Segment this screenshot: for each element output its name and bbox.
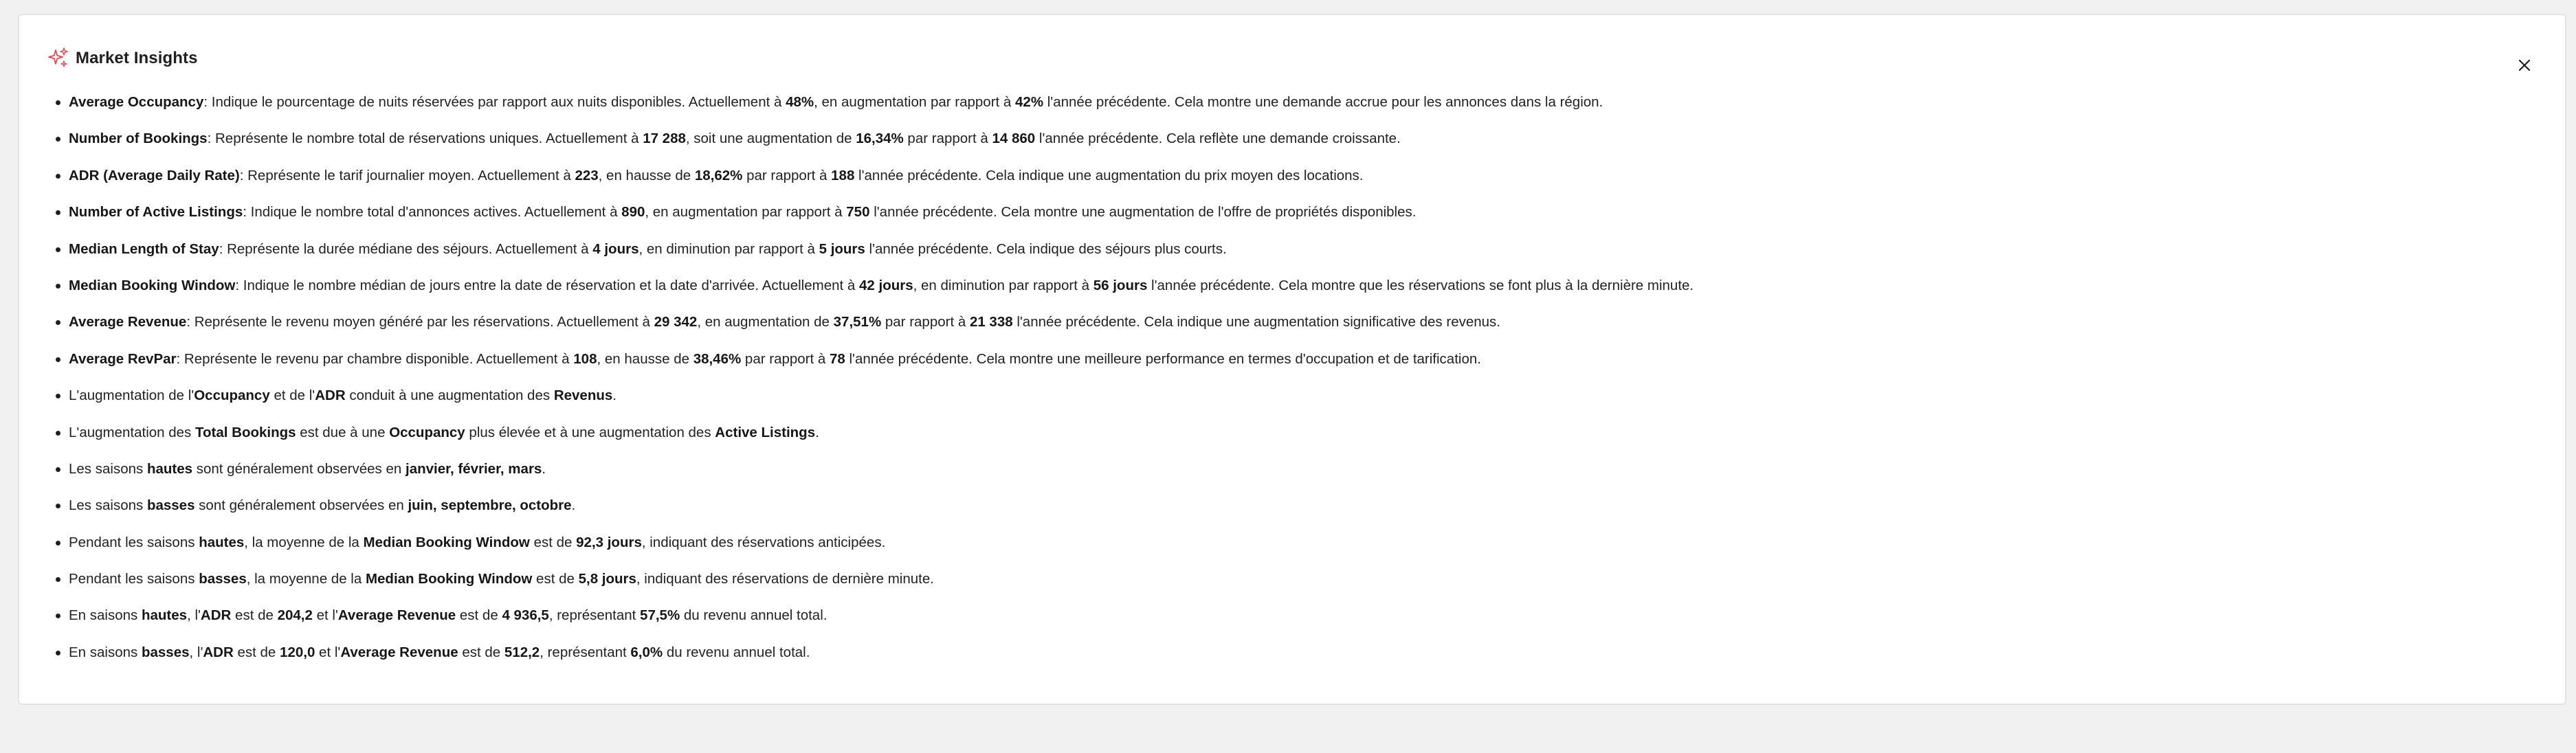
insight-text: par rapport à [881,314,970,330]
insight-highlight: ADR [315,387,346,404]
insight-highlight: Median Booking Window [69,277,236,293]
insight-text: , l' [189,644,203,660]
insight-text: . [571,497,576,514]
insight-highlight: 92,3 jours [576,534,642,550]
insight-text: par rapport à [903,131,992,147]
insight-highlight: 108 [573,350,597,367]
insight-highlight: Average Occupancy [69,94,204,110]
insight-text: , représentant [548,607,641,624]
insight-highlight: 6,0% [630,644,663,660]
insight-text: : Indique le nombre médian de jours entre la date de réservation et la date d'arrivée. Actuellement à [235,277,859,293]
insight-item [69,644,1694,680]
insight-highlight: hautes [199,534,245,550]
insight-text: En saisons [69,644,142,660]
insight-highlight: Average RevPar [69,350,177,367]
insight-text: l'année précédente. Cela montre que les réservations se font plus à la dernière minute. [1147,277,1694,293]
insight-highlight: Median Booking Window [365,571,533,587]
insight-highlight: Number of Bookings [69,131,208,147]
insight-highlight: 38,46% [693,350,742,367]
insight-item [69,167,1694,203]
insight-text: : Représente le tarif journalier moyen. Actuellement à [239,167,575,183]
insight-text: et l' [315,644,341,660]
insight-highlight: Number of Active Listings [69,204,243,221]
insight-highlight: Occupancy [389,424,465,440]
insight-text: , en augmentation par rapport à [814,94,1016,110]
insight-text: , en hausse de [597,350,693,367]
insight-text: et l' [312,607,338,624]
insight-item [69,130,1694,166]
insight-highlight: Average Revenue [340,644,458,660]
insight-text: l'année précédente. Cela indique une augmentation significative des revenus. [1012,314,1501,330]
insights-list [69,93,1694,680]
insight-text: , en diminution par rapport à [639,240,819,257]
insight-text: est de [529,534,577,550]
insight-highlight: 17 288 [643,131,686,147]
insight-highlight: Average Revenue [337,607,456,624]
insight-highlight: 48% [786,94,814,110]
insight-text: , la moyenne de la [246,571,366,587]
insight-highlight: 188 [831,167,855,183]
insight-item [69,93,1694,130]
insight-highlight: basses [141,644,190,660]
insight-text: l'année précédente. Cela indique une augmentation du prix moyen des locations. [854,167,1364,183]
insight-text: sont généralement observées en [195,497,408,514]
insight-text: Les saisons [69,497,147,514]
insight-text: , indiquant des réservations anticipées. [641,534,886,550]
insight-text: Pendant les saisons [69,534,199,550]
insight-highlight: Median Booking Window [363,534,530,550]
insight-highlight: 42 jours [859,277,913,293]
insight-highlight: 14 860 [992,131,1036,147]
insight-highlight: ADR (Average Daily Rate) [69,167,240,183]
insight-text: , soit une augmentation de [685,131,856,147]
insight-text: plus élevée et à une augmentation des [465,424,715,440]
insight-text: l'année précédente. Cela reflète une demande croissante. [1035,131,1401,147]
insight-highlight: Median Length of Stay [69,240,219,257]
insight-text: l'année précédente. Cela montre une meilleure performance en termes d'occupation et de tarification. [845,350,1481,367]
insight-text: Les saisons [69,460,147,477]
insight-item [69,350,1694,387]
insight-text: et de l' [269,387,315,404]
insight-text: l'année précédente. Cela indique des séjours plus courts. [865,240,1227,257]
insight-text: : Indique le nombre total d'annonces actives. Actuellement à [243,204,622,221]
insight-text: est de [231,607,278,624]
insight-text: L'augmentation des [69,424,195,440]
insight-text: , représentant [540,644,631,660]
panel-title: Market Insights [76,49,198,67]
market-insights-panel [18,14,2566,705]
insight-text: . [542,460,546,477]
insight-text: est de [456,607,502,624]
insight-highlight: hautes [146,460,193,477]
insight-item [69,240,1694,277]
insight-highlight: 5,8 jours [578,571,636,587]
insight-text: , la moyenne de la [244,534,364,550]
insight-highlight: 57,5% [640,607,680,624]
insight-item [69,497,1694,533]
insight-highlight: Active Listings [715,424,816,440]
insight-highlight: juin, septembre, octobre [408,497,572,514]
insight-text: sont généralement observées en [192,460,406,477]
insight-highlight: 4 jours [592,240,639,257]
insight-item [69,203,1694,240]
insight-text: En saisons [69,607,142,624]
insight-text: du revenu annuel total. [663,644,810,660]
insight-highlight: ADR [203,644,234,660]
insight-highlight: 42% [1015,94,1044,110]
insight-text: conduit à une augmentation des [345,387,554,404]
insight-text: par rapport à [742,167,832,183]
insight-text: : Représente la durée médiane des séjours. Actuellement à [219,240,593,257]
insight-item [69,460,1694,497]
insight-text: L'augmentation de l' [69,387,195,404]
insight-highlight: 16,34% [856,131,904,147]
insight-text: , en hausse de [598,167,695,183]
close-icon [2518,58,2531,72]
insight-highlight: Average Revenue [69,314,187,330]
insight-highlight: ADR [200,607,232,624]
insight-highlight: Occupancy [194,387,270,404]
insight-highlight: 890 [621,204,645,221]
insight-text: , indiquant des réservations de dernière minute. [636,571,934,587]
insight-item [69,534,1694,570]
insight-text: est de [458,644,504,660]
insight-text: . [815,424,819,440]
insight-text: : Représente le revenu par chambre disponible. Actuellement à [176,350,574,367]
close-button[interactable] [2509,49,2540,81]
insight-highlight: 223 [575,167,599,183]
insight-highlight: janvier, février, mars [406,460,542,477]
insight-text: est de [532,571,579,587]
insight-highlight: 37,51% [833,314,882,330]
insight-highlight: Total Bookings [195,424,296,440]
insight-item [69,607,1694,643]
insight-text: : Indique le pourcentage de nuits réservées par rapport aux nuits disponibles. Actuellement à [203,94,786,110]
insight-item [69,424,1694,460]
insight-item [69,277,1694,313]
insight-highlight: 4 936,5 [502,607,549,624]
insight-text: par rapport à [741,350,830,367]
insight-highlight: 18,62% [694,167,743,183]
insight-highlight: basses [199,571,247,587]
insight-highlight: 78 [829,350,845,367]
insight-item [69,570,1694,607]
insight-highlight: 56 jours [1093,277,1148,293]
insight-text: , en diminution par rapport à [913,277,1093,293]
insight-text: , l' [187,607,201,624]
insight-text: du revenu annuel total. [680,607,828,624]
insight-text: , en augmentation par rapport à [645,204,847,221]
insight-text: . [612,387,617,404]
insight-highlight: hautes [141,607,188,624]
insight-text: : Représente le revenu moyen généré par les réservations. Actuellement à [186,314,654,330]
panel-header [47,47,198,70]
insight-text: l'année précédente. Cela montre une augmentation de l'offre de propriétés disponibles. [869,204,1417,221]
insight-text: est de [233,644,280,660]
insight-text: Pendant les saisons [69,571,199,587]
sparkle-icon [47,47,70,70]
insight-highlight: 120,0 [280,644,315,660]
insight-text: est due à une [296,424,390,440]
insight-highlight: basses [146,497,195,514]
insight-text: , en augmentation de [697,314,834,330]
insight-highlight: 21 338 [969,314,1013,330]
insight-item [69,387,1694,423]
insight-item [69,313,1694,350]
insight-highlight: 204,2 [277,607,313,624]
insight-text: : Représente le nombre total de réservations uniques. Actuellement à [207,131,643,147]
insight-text: l'année précédente. Cela montre une demande accrue pour les annonces dans la région. [1043,94,1603,110]
insight-highlight: 750 [846,204,870,221]
insight-highlight: 29 342 [654,314,698,330]
insight-highlight: Revenus [553,387,613,404]
insight-highlight: 512,2 [504,644,540,660]
insight-highlight: 5 jours [819,240,865,257]
